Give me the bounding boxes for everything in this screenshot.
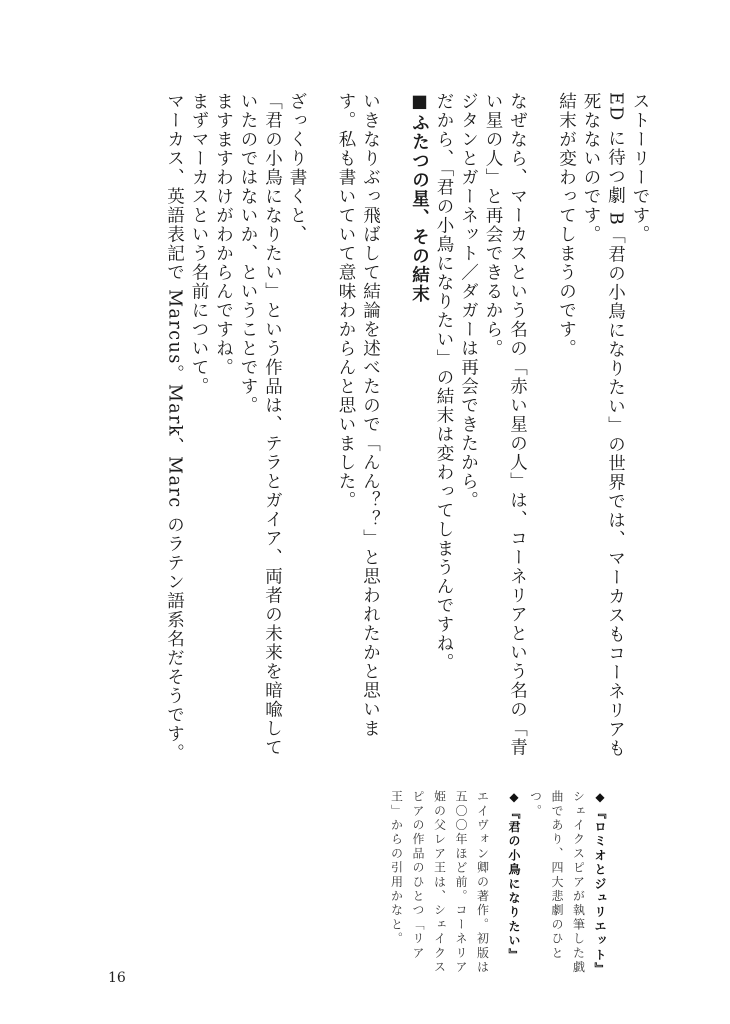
paragraph: ざっくり書くと、 (287, 92, 307, 244)
paragraph: ストーリーです。 (630, 92, 650, 244)
paragraph: マーカス、英語表記で Marcus。Mark、Marc のラテン語系名だそうです。 (164, 92, 185, 763)
paragraph: まずマーカスという名前について。 (189, 92, 209, 396)
annotations (130, 790, 610, 980)
paragraph: 結末が変わってしまうのです。 (556, 92, 577, 358)
page-number: 16 (108, 970, 126, 986)
paragraph: ますますわけがわからんですね。 (213, 92, 234, 377)
paragraph: ED に待つ劇 B「君の小鳥になりたい」の世界では、マーカスもコーネリアも死なないのです。 (581, 92, 626, 759)
paragraph: ジタンとガーネット／ダガーは再会できたから。 (458, 92, 479, 510)
note-title: ◆『ロミオとジュリエット』 (593, 790, 607, 977)
note-text: エイヴォン卿の著作。初版は五〇〇年ほど前。コーネリア姫の父レア王は、シェイクスピアの作品のひとつ「リア王」からの引用かなと。 (389, 790, 490, 975)
paragraph: いきなりぶっ飛ばして結論を述べたので「んん？？」と思われたかと思います。私も書いていて意味わからんと思いました。 (336, 92, 381, 738)
section-heading: ■ふたつの星、その結末 (409, 92, 430, 304)
paragraph: なぜなら、マーカスという名の「赤い星の人」は、コーネリアという名の「青い星の人」と再会できるから。 (483, 92, 528, 757)
main-text (52, 92, 652, 772)
paragraph: だから、「君の小鳥になりたい」の結末は変わってしまうんですね。 (434, 92, 454, 673)
paragraph: 「君の小鳥になりたい」という作品は、テラとガイア、両者の未来を暗喩していたのではないか、ということです。 (238, 92, 283, 757)
note-title: ◆『君の小鳥になりたい』 (507, 790, 521, 963)
note-text: シェイクスピアが執筆した戯曲であり、四大悲劇のひとつ。 (528, 790, 586, 975)
